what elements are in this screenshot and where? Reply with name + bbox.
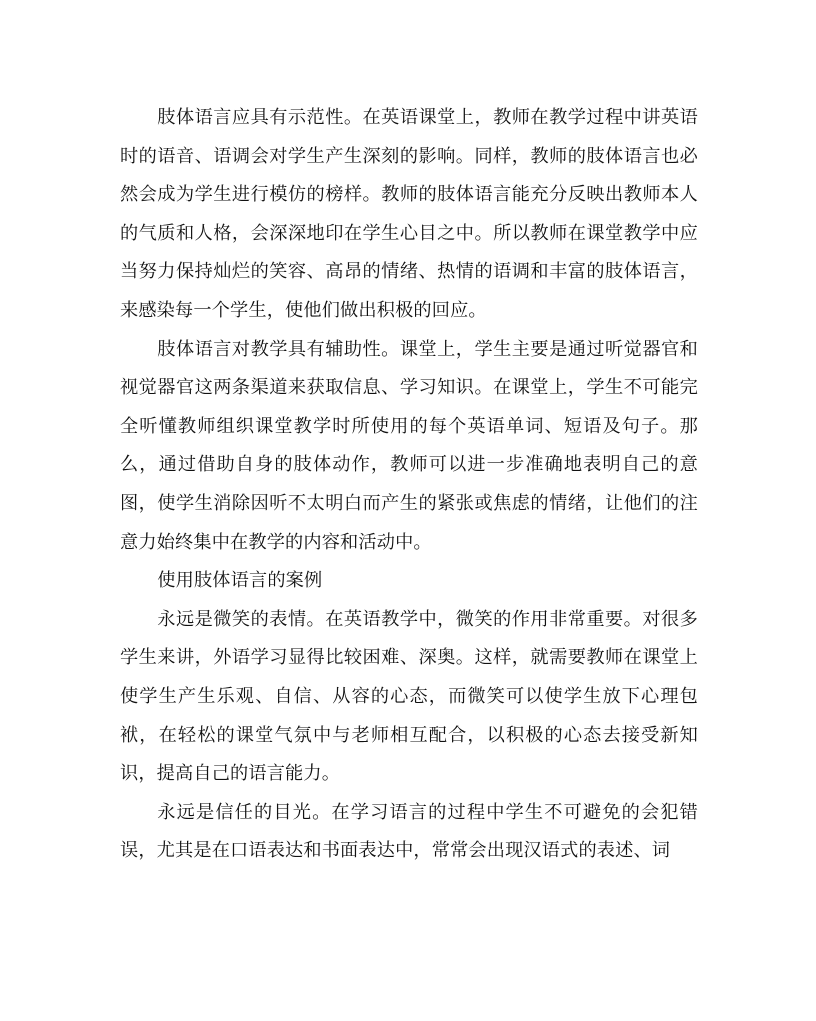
document-body <box>120 99 698 871</box>
paragraph-smile: 永远是微笑的表情。在英语教学中，微笑的作用非常重要。对很多学生来讲，外语学习显得比较困难、深奥。这样，就需要教师在课堂上使学生产生乐观、自信、从容的心态，而微笑可以使学生放下心理包袱，在轻松的课堂气氛中与老师相互配合，以积极的心态去接受新知识，提高自己的语言能力。 <box>120 608 698 785</box>
paragraph-auxiliary: 肢体语言对教学具有辅助性。课堂上，学生主要是通过听觉器官和视觉器官这两条渠道来获取信息、学习知识。在课堂上，学生不可能完全听懂教师组织课堂教学时所使用的每个英语单词、短语及句子。那么，通过借助自身的肢体动作，教师可以进一步准确地表明自己的意图，使学生消除因听不太明白而产生的紧张或焦虑的情绪，让他们的注意力始终集中在教学的内容和活动中。 <box>120 338 698 553</box>
section-heading: 使用肢体语言的案例 <box>157 570 323 592</box>
paragraph-demonstrative: 肢体语言应具有示范性。在英语课堂上，教师在教学过程中讲英语时的语音、语调会对学生产生深刻的影响。同样，教师的肢体语言也必然会成为学生进行模仿的榜样。教师的肢体语言能充分反映出教师本人的气质和人格，会深深地印在学生心目之中。所以教师在课堂教学中应当努力保持灿烂的笑容、高昂的情绪、热情的语调和丰富的肢体语言，来感染每一个学生，使他们做出积极的回应。 <box>120 107 698 321</box>
paragraph-trust: 永远是信任的目光。在学习语言的过程中学生不可避免的会犯错误，尤其是在口语表达和书面表达中，常常会出现汉语式的表述、词 <box>120 801 698 862</box>
